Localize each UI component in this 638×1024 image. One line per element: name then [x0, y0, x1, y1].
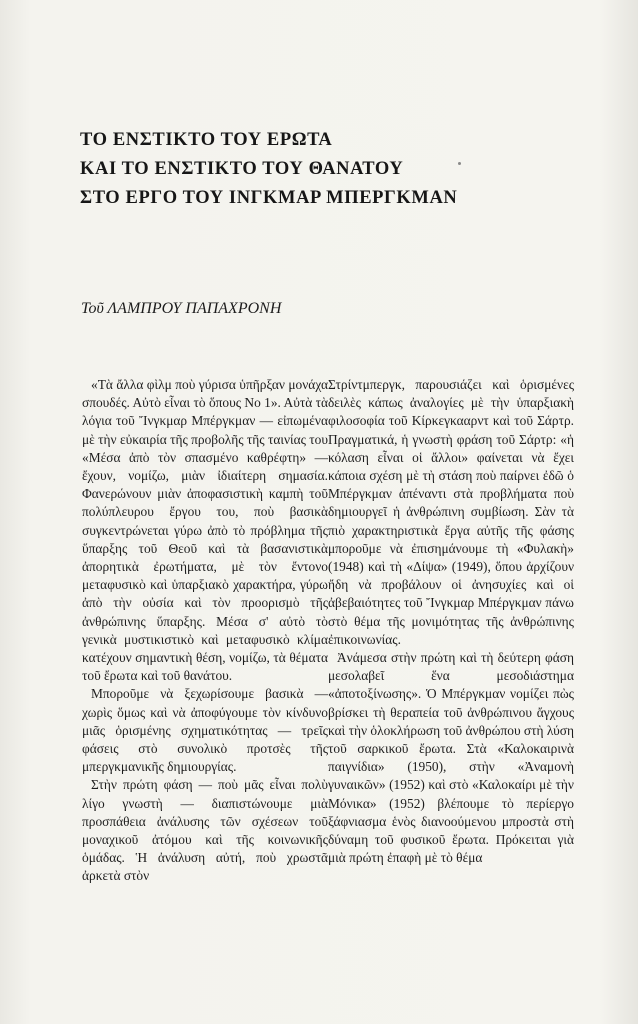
paragraph: Μποροῦμε νὰ ξεχωρίσουμε βασικὰ — χωρὶς ὅμως καὶ νὰ ἀποφύγουμε τὸν κίνδυνο μιᾶς ὁρισμένης σχηματικότητας — τρεῖς φάσεις στὸ συνολικὸ προτσὲς τῆς μπεργκμανικῆς δημιουργίας. [82, 686, 328, 775]
paragraph: Ἀνάμεσα στὴν πρώτη καὶ τὴ δεύτερη φάση μεσολαβεῖ ἕνα μεσοδιάστημα «ἀποτοξίνωσης». Ὁ Μπέργκμαν νομίζει πὼς βρίσκει τὴ θεραπεία τοῦ ἀνθρώπινου ἄγχους καὶ τὴν ὁλοκλήρωση τοῦ ἀνθρώπου στὴ λύση τοῦ σαρκικοῦ ἔρωτα. Στὰ «Καλοκαιρινὰ παιγνίδια» (1950), στὴν «Ἀναμονὴ γυναικῶν» (1952) καὶ στὸ «Καλοκαίρι μὲ τὴν Μόνικα» (1952) βλέπουμε τὸ περίεργο ξάφνιασμα ἑνὸς διανοούμενου μπροστὰ στὴ δύναμη τοῦ φυσικοῦ ἔρωτα. Πρόκειται γιὰ μιὰ πρώτη ἐπαφὴ μὲ τὸ θέμα [328, 650, 574, 866]
title-line-1: ΤΟ ΕΝΣΤΙΚΤΟ ΤΟΥ ΕΡΩΤΑ [80, 130, 333, 150]
title-line-2: ΚΑΙ ΤΟ ΕΝΣΤΙΚΤΟ ΤΟΥ ΘΑΝΑΤΟΥ [80, 159, 404, 179]
title-line-3: ΣΤΟ ΕΡΓΟ ΤΟΥ ΙΝΓΚΜΑΡ ΜΠΕΡΓΚΜΑΝ [80, 188, 458, 208]
article-title [80, 126, 600, 213]
author-byline: Τοῦ ΛΑΜΠΡΟΥ ΠΑΠΑΧΡΟΝΗ [81, 300, 282, 317]
right-text-column [328, 376, 574, 867]
left-text-column [82, 376, 328, 886]
paragraph: «Τὰ ἄλλα φὶλμ ποὺ γύρισα ὑπῆρξαν μονάχα σπουδές. Αὐτὸ εἶναι τὸ ὅπους Νο 1». Αὐτὰ τὰ λόγια τοῦ Ἴνγκμαρ Μπέργκμαν — εἰπωμένα μὲ τὴν εὐκαιρία τῆς προβολῆς τῆς ταινίας του «Μέσα ἀπὸ τὸν σπασμένο καθρέφτη» — ἔχουν, νομίζω, μιὰν ἰδιαίτερη σημασία. Φανερώνουν μιὰν ἀποφασιστικὴ καμπὴ τοῦ πολύπλευρου ἔργου του, ποὺ βασικὰ συγκεντρώνεται γύρω ἀπὸ τὸ πρόβλημα τῆς ὕπαρξης τοῦ Θεοῦ καὶ τὰ βασανιστικὰ ἀπορητικὰ ἐρωτήματα, μὲ τὸν ἔντονο μεταφυσικὸ καὶ ὑπαρξιακὸ χαρακτήρα, γύρω ἀπὸ τὴν οὐσία καὶ τὸν προορισμὸ τῆς ἀνθρώπινης ὕπαρξης. Μέσα σ' αὐτὸ τὸ γενικὰ μυστικιστικὸ καὶ μεταφυσικὸ κλίμα κατέχουν σημαντικὴ θέση, νομίζω, τὰ θέματα τοῦ ἔρωτα καὶ τοῦ θανάτου. [82, 377, 328, 684]
paragraph: Στὴν πρώτη φάση — ποὺ μᾶς εἶναι πολὺ λίγο γνωστὴ — διαπιστώνουμε μιὰ προσπάθεια ἀνάλυσης τῶν σχέσεων τοῦ μοναχικοῦ ἀτόμου καὶ τῆς κοινωνικῆς ὁμάδας. Ἡ ἀνάλυση αὐτή, ποὺ χρωστᾶ ἀρκετὰ στὸν [82, 777, 328, 884]
paragraph: Στρίντμπεργκ, παρουσιάζει καὶ ὁρισμένες δειλὲς κάπως ἀναλογίες μὲ τὴν ὑπαρξιακὴ φιλοσοφία τοῦ Κίρκεγκααρντ καὶ τοῦ Σάρτρ. Πραγματικά, ἡ γνωστὴ φράση τοῦ Σάρτρ: «ἡ κόλαση εἶναι οἱ ἄλλοι» φαίνεται νὰ ἔχει κάποια σχέση μὲ τὴ στάση ποὺ παίρνει ἐδῶ ὁ Μπέργκμαν ἀπέναντι στὰ προβλήματα ποὺ δημιουργεῖ ἡ ἀνθρώπινη συμβίωση. Σὰν τὰ πιὸ χαρακτηριστικὰ ἔργα αὐτῆς τῆς φάσης μποροῦμε νὰ ἐπισημάνουμε τὴ «Φυλακὴ» (1948) καὶ τὴ «Δίψα» (1949), ὅπου ἀρχίζουν ἤδη νὰ προβάλουν οἱ ἀνησυχίες καὶ οἱ ἀβεβαιότητες τοῦ Ἴνγκμαρ Μπέργκμαν πάνω στὸ θέμα τῆς μονιμότητας τῆς ἀνθρώπινης ἐπικοινωνίας. [328, 377, 574, 647]
